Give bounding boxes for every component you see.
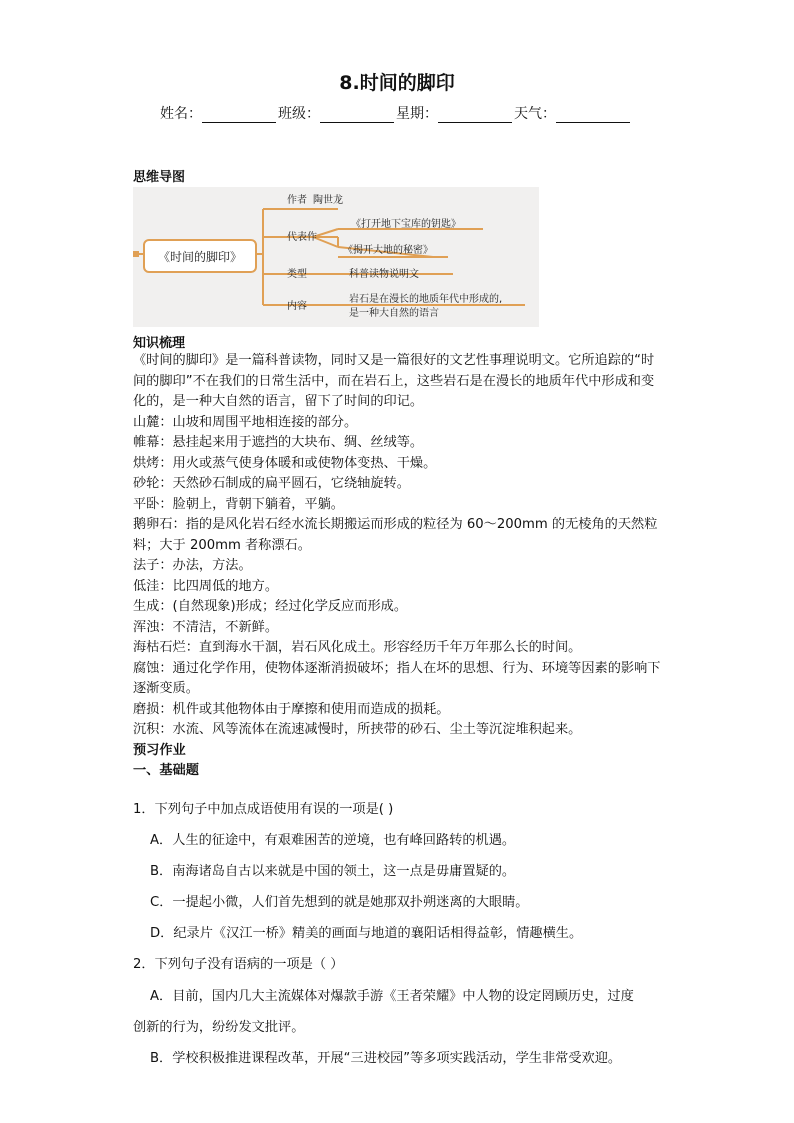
term-item: 鹅卵石：指的是风化岩石经水流长期搬运而形成的粒径为 60～200mm 的无棱角的天然粒料；大于 200mm 者称漂石。	[133, 517, 658, 553]
work-item-1: 《打开地下宝库的钥匙》	[351, 219, 461, 230]
question-1-option-d: D．纪录片《汉江一桥》精美的画面与地道的襄阳话相得益彰，情趣横生。	[150, 926, 583, 941]
week-label: 星期：	[396, 106, 438, 122]
week-blank	[438, 108, 512, 123]
knowledge-intro: 《时间的脚印》是一篇科普读物，同时又是一篇很好的文艺性事理说明文。它所追踪的“时间的脚印”不在我们的日常生活中，而在岩石上，这些岩石是在漫长的地质年代中形成和变化的，是一种大自然的语言，留下了时间的印记。	[133, 353, 655, 409]
question-1-option-a: A．人生的征途中，有艰难困苦的逆境，也有峰回路转的机遇。	[150, 833, 516, 848]
mindmap-heading: 思维导图	[133, 170, 186, 185]
section-basic-heading: 一、基础题	[133, 763, 199, 778]
work-item-2: 《揭开大地的秘密》	[343, 245, 433, 256]
content-line-1: 岩石是在漫长的地质年代中形成的,	[349, 294, 503, 305]
term-item: 浑浊：不清洁，不新鲜。	[133, 619, 279, 635]
works-label: 代表作	[287, 232, 317, 243]
knowledge-body	[133, 351, 663, 782]
content-line-2: 是一种大自然的语言	[349, 308, 439, 319]
mindmap-figure	[133, 187, 539, 327]
term-item: 烘烤：用火或蒸气使身体暖和或使物体变热、干燥。	[133, 455, 437, 471]
question-2-option-b: B．学校积极推进课程改革，开展“三进校园”等多项实践活动，学生非常受欢迎。	[150, 1051, 622, 1066]
term-item: 帷幕：悬挂起来用于遮挡的大块布、绸、丝绒等。	[133, 435, 424, 450]
class-blank	[320, 108, 394, 123]
term-item: 砂轮：天然砂石制成的扁平圆石，它绕轴旋转。	[133, 476, 410, 491]
term-item: 山麓：山坡和周围平地相连接的部分。	[133, 414, 358, 430]
term-item: 海枯石烂：直到海水干涸，岩石风化成土。形容经历千年万年那么长的时间。	[133, 640, 582, 655]
type-label: 类型	[287, 269, 307, 280]
author-value: 陶世龙	[313, 195, 343, 206]
term-item: 低洼：比四周低的地方。	[133, 578, 279, 594]
knowledge-heading: 知识梳理	[133, 336, 186, 351]
question-2-option-a-line-2: 创新的行为，纷纷发文批评。	[133, 1020, 305, 1035]
term-item: 磨损：机件或其他物体由于摩擦和使用而造成的损耗。	[133, 701, 450, 717]
question-1-option-c: C．一提起小微，人们首先想到的就是她那双扑朔迷离的大眼睛。	[150, 895, 529, 910]
term-item: 平卧：脸朝上，背朝下躺着，平躺。	[133, 496, 344, 512]
content-label: 内容	[287, 301, 307, 312]
question-2-stem: 2．下列句子没有语病的一项是（ ）	[133, 957, 344, 972]
author-label: 作者	[287, 195, 307, 206]
question-1-stem: 1．下列句子中加点成语使用有误的一项是( )	[133, 802, 394, 817]
question-2-option-a-line-1: A．目前，国内几大主流媒体对爆款手游《王者荣耀》中人物的设定罔顾历史，过度	[150, 989, 634, 1004]
term-item: 生成：(自然现象)形成；经过化学反应而形成。	[133, 599, 408, 614]
weather-blank	[556, 108, 630, 123]
term-item: 法子：办法，方法。	[133, 558, 252, 573]
homework-heading: 预习作业	[133, 742, 186, 758]
class-label: 班级：	[278, 106, 320, 122]
term-item: 沉积：水流、风等流体在流速减慢时，所挟带的砂石、尘土等沉淀堆积起来。	[133, 722, 582, 737]
weather-label: 天气：	[514, 106, 556, 122]
name-label: 姓名：	[160, 106, 202, 122]
term-item: 腐蚀：通过化学作用，使物体逐渐消损破坏；指人在坏的思想、行为、环境等因素的影响下逐渐变质。	[133, 660, 661, 696]
type-value: 科普读物说明文	[349, 269, 419, 280]
question-1-option-b: B．南海诸岛自古以来就是中国的领土，这一点是毋庸置疑的。	[150, 864, 516, 879]
student-info-row	[160, 103, 632, 123]
page-title: 8.时间的脚印	[339, 72, 455, 94]
name-blank	[202, 108, 276, 123]
mindmap-center-node: 《时间的脚印》	[143, 239, 257, 273]
